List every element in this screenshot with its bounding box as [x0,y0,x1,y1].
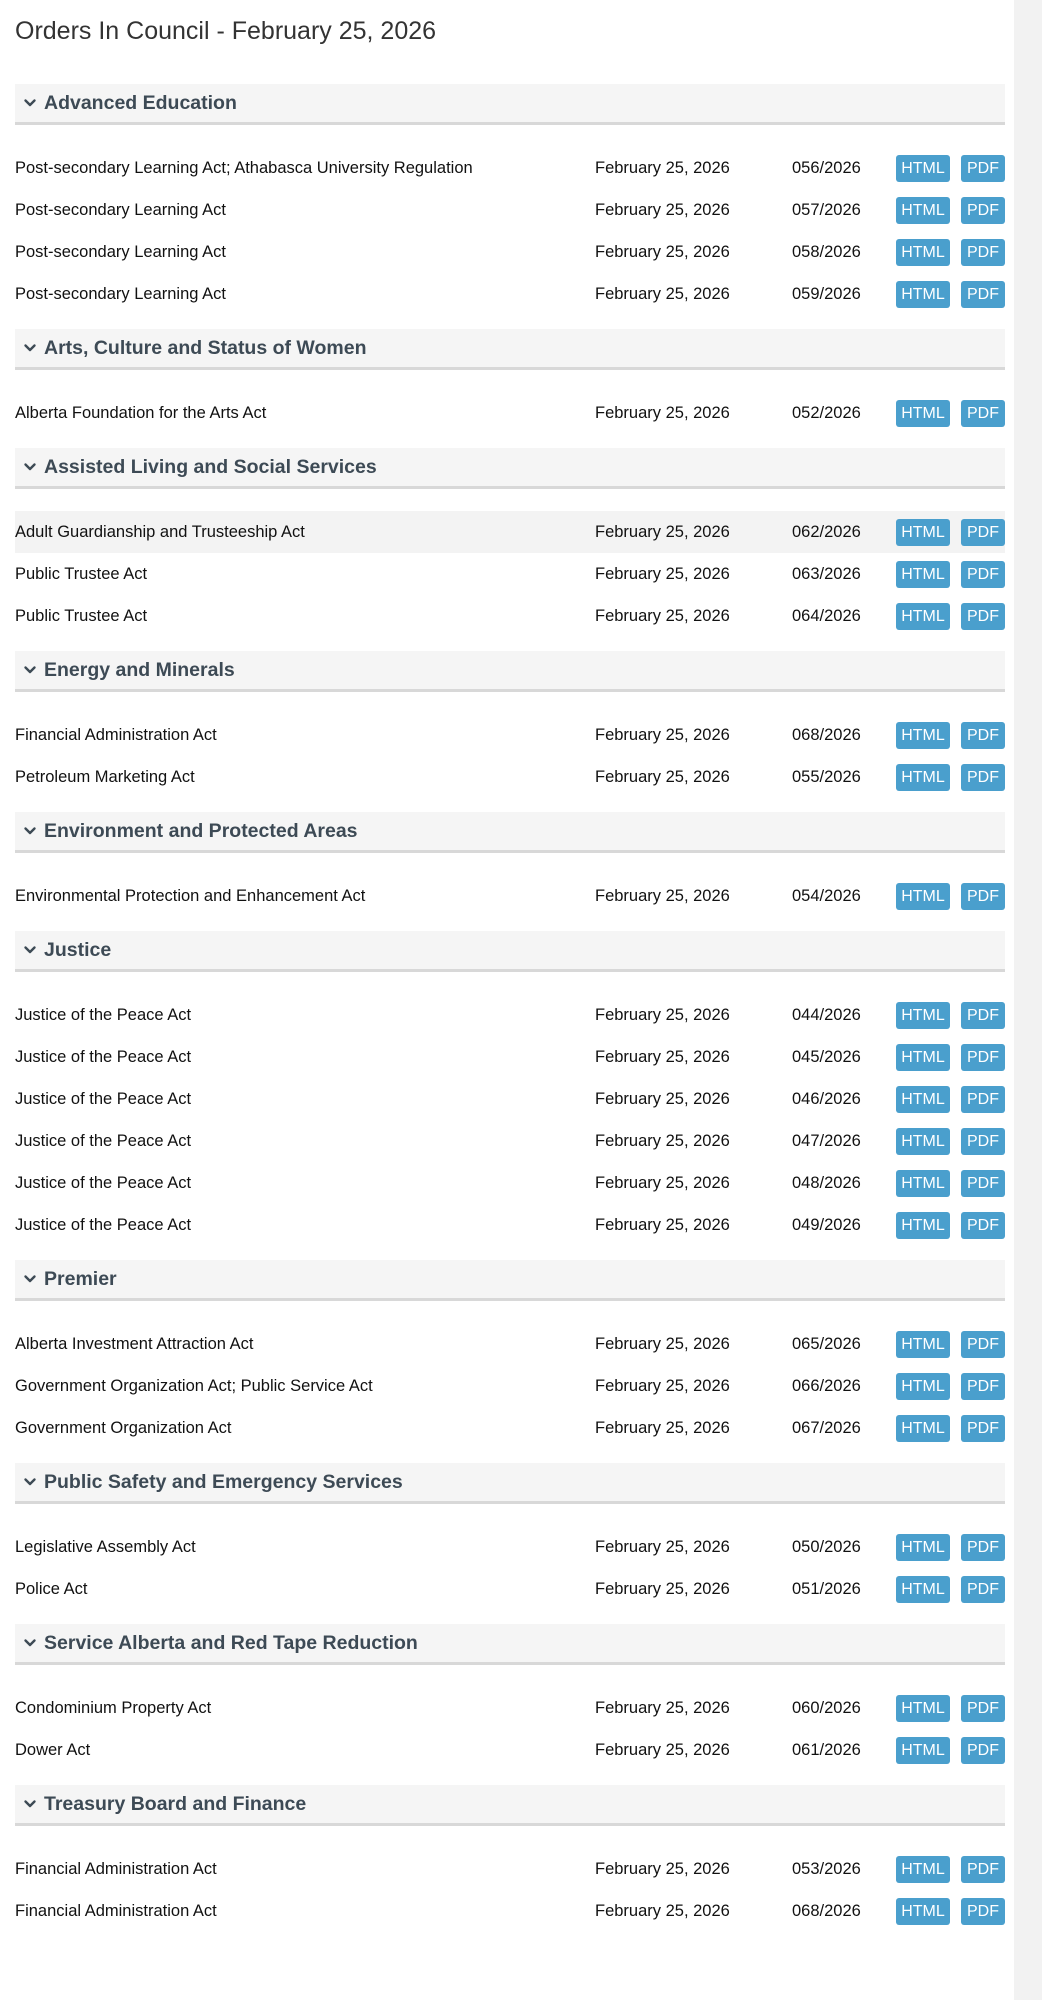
order-date: February 25, 2026 [595,522,730,541]
order-row [15,595,1005,637]
html-link-button[interactable]: HTML [896,603,950,630]
order-number: 068/2026 [792,725,861,744]
html-link-button[interactable]: HTML [896,1170,950,1197]
order-row [15,1407,1005,1449]
order-row [15,714,1005,756]
html-link-button[interactable]: HTML [896,1898,950,1925]
html-link-button[interactable]: HTML [896,722,950,749]
html-link-button[interactable]: HTML [896,1415,950,1442]
html-link-button[interactable]: HTML [896,764,950,791]
order-date: February 25, 2026 [595,284,730,303]
order-date: February 25, 2026 [595,403,730,422]
order-title: Justice of the Peace Act [15,1131,192,1150]
order-number: 066/2026 [792,1376,861,1395]
order-row [15,189,1005,231]
chevron-down-icon [23,824,37,838]
order-number: 044/2026 [792,1005,861,1024]
pdf-link-button[interactable]: PDF [961,1044,1005,1071]
chevron-down-icon [23,460,37,474]
section-header[interactable] [15,1624,1005,1665]
pdf-link-button[interactable]: PDF [961,155,1005,182]
order-date: February 25, 2026 [595,1740,730,1759]
order-row [15,553,1005,595]
order-row [15,1687,1005,1729]
order-date: February 25, 2026 [595,1005,730,1024]
order-row [15,273,1005,315]
order-rows [15,370,1005,434]
order-rows [15,1665,1005,1771]
chevron-down-icon [23,943,37,957]
pdf-link-button[interactable]: PDF [961,1415,1005,1442]
pdf-link-button[interactable]: PDF [961,561,1005,588]
html-link-button[interactable]: HTML [896,239,950,266]
html-link-button[interactable]: HTML [896,1212,950,1239]
section [15,329,1005,434]
order-number: 051/2026 [792,1579,861,1598]
chevron-down-icon [23,1272,37,1286]
order-date: February 25, 2026 [595,606,730,625]
section [15,1260,1005,1449]
pdf-link-button[interactable]: PDF [961,883,1005,910]
order-date: February 25, 2026 [595,1376,730,1395]
html-link-button[interactable]: HTML [896,1576,950,1603]
order-date: February 25, 2026 [595,725,730,744]
order-date: February 25, 2026 [595,1173,730,1192]
order-date: February 25, 2026 [595,242,730,261]
order-row [15,875,1005,917]
section-title: Advanced Education [44,91,237,114]
order-date: February 25, 2026 [595,1698,730,1717]
html-link-button[interactable]: HTML [896,519,950,546]
order-row [15,1848,1005,1890]
html-link-button[interactable]: HTML [896,155,950,182]
section-title: Service Alberta and Red Tape Reduction [44,1631,418,1654]
order-title: Post-secondary Learning Act; Athabasca University Regulation [15,158,473,177]
order-number: 054/2026 [792,886,861,905]
order-date: February 25, 2026 [595,1334,730,1353]
order-number: 059/2026 [792,284,861,303]
section-header[interactable] [15,812,1005,853]
order-title: Alberta Foundation for the Arts Act [15,403,267,422]
order-title: Police Act [15,1579,88,1598]
section [15,1624,1005,1771]
order-title: Condominium Property Act [15,1698,212,1717]
order-date: February 25, 2026 [595,1089,730,1108]
pdf-link-button[interactable]: PDF [961,197,1005,224]
order-date: February 25, 2026 [595,158,730,177]
order-row [15,1036,1005,1078]
scrollbar-track[interactable] [1014,0,1042,2000]
order-number: 047/2026 [792,1131,861,1150]
pdf-link-button[interactable]: PDF [961,764,1005,791]
order-title: Adult Guardianship and Trusteeship Act [15,522,305,541]
order-rows [15,125,1005,315]
section-title: Arts, Culture and Status of Women [44,336,367,359]
chevron-down-icon [23,1797,37,1811]
order-row [15,756,1005,798]
section [15,84,1005,315]
section [15,931,1005,1246]
order-row [15,1204,1005,1246]
section-header[interactable] [15,1785,1005,1826]
order-row [15,1365,1005,1407]
html-link-button[interactable]: HTML [896,1856,950,1883]
pdf-link-button[interactable]: PDF [961,603,1005,630]
order-title: Justice of the Peace Act [15,1005,192,1024]
chevron-down-icon [23,1636,37,1650]
order-number: 060/2026 [792,1698,861,1717]
pdf-link-button[interactable]: PDF [961,1331,1005,1358]
order-title: Post-secondary Learning Act [15,242,226,261]
order-rows [15,972,1005,1246]
pdf-link-button[interactable]: PDF [961,1002,1005,1029]
section [15,1463,1005,1610]
pdf-link-button[interactable]: PDF [961,1737,1005,1764]
order-row [15,994,1005,1036]
order-row [15,1568,1005,1610]
section-title: Environment and Protected Areas [44,819,358,842]
order-title: Government Organization Act [15,1418,232,1437]
order-row [15,1729,1005,1771]
order-row [15,231,1005,273]
order-rows [15,692,1005,798]
pdf-link-button[interactable]: PDF [961,1534,1005,1561]
order-number: 053/2026 [792,1859,861,1878]
order-title: Post-secondary Learning Act [15,284,226,303]
section-header[interactable] [15,329,1005,370]
order-date: February 25, 2026 [595,1901,730,1920]
order-title: Justice of the Peace Act [15,1047,192,1066]
order-title: Financial Administration Act [15,1901,217,1920]
section-title: Energy and Minerals [44,658,235,681]
order-rows [15,1504,1005,1610]
order-date: February 25, 2026 [595,1215,730,1234]
order-number: 068/2026 [792,1901,861,1920]
order-date: February 25, 2026 [595,1047,730,1066]
order-row [15,1162,1005,1204]
order-date: February 25, 2026 [595,1537,730,1556]
order-number: 048/2026 [792,1173,861,1192]
order-title: Legislative Assembly Act [15,1537,196,1556]
order-rows [15,489,1005,637]
html-link-button[interactable]: HTML [896,1086,950,1113]
html-link-button[interactable]: HTML [896,281,950,308]
order-row [15,1323,1005,1365]
order-number: 045/2026 [792,1047,861,1066]
chevron-down-icon [23,96,37,110]
html-link-button[interactable]: HTML [896,400,950,427]
order-title: Post-secondary Learning Act [15,200,226,219]
html-link-button[interactable]: HTML [896,1695,950,1722]
section-title: Justice [44,938,112,961]
order-number: 063/2026 [792,564,861,583]
html-link-button[interactable]: HTML [896,1044,950,1071]
chevron-down-icon [23,1475,37,1489]
order-rows [15,1826,1005,1932]
order-number: 050/2026 [792,1537,861,1556]
html-link-button[interactable]: HTML [896,1331,950,1358]
section-header[interactable] [15,84,1005,125]
section-title: Assisted Living and Social Services [44,455,377,478]
order-date: February 25, 2026 [595,1579,730,1598]
section-header[interactable] [15,448,1005,489]
orders-list [15,0,1005,1932]
html-link-button[interactable]: HTML [896,1002,950,1029]
pdf-link-button[interactable]: PDF [961,1212,1005,1239]
order-rows [15,1301,1005,1449]
order-number: 067/2026 [792,1418,861,1437]
order-date: February 25, 2026 [595,886,730,905]
section-header[interactable] [15,1463,1005,1504]
order-number: 055/2026 [792,767,861,786]
order-row [15,392,1005,434]
pdf-link-button[interactable]: PDF [961,1576,1005,1603]
section [15,651,1005,798]
pdf-link-button[interactable]: PDF [961,1086,1005,1113]
pdf-link-button[interactable]: PDF [961,281,1005,308]
order-title: Justice of the Peace Act [15,1173,192,1192]
order-number: 061/2026 [792,1740,861,1759]
section-header[interactable] [15,651,1005,692]
pdf-link-button[interactable]: PDF [961,519,1005,546]
order-date: February 25, 2026 [595,1418,730,1437]
order-title: Public Trustee Act [15,564,148,583]
order-row [15,1120,1005,1162]
order-title: Dower Act [15,1740,91,1759]
order-number: 049/2026 [792,1215,861,1234]
pdf-link-button[interactable]: PDF [961,1856,1005,1883]
section [15,448,1005,637]
order-row [15,511,1005,553]
order-title: Financial Administration Act [15,725,217,744]
section [15,1785,1005,1932]
page-title: Orders In Council - February 25, 2026 [15,17,437,45]
order-number: 056/2026 [792,158,861,177]
order-number: 062/2026 [792,522,861,541]
order-date: February 25, 2026 [595,767,730,786]
order-title: Justice of the Peace Act [15,1215,192,1234]
order-number: 058/2026 [792,242,861,261]
pdf-link-button[interactable]: PDF [961,1373,1005,1400]
html-link-button[interactable]: HTML [896,197,950,224]
section-header[interactable] [15,931,1005,972]
order-row [15,1078,1005,1120]
order-number: 046/2026 [792,1089,861,1108]
order-date: February 25, 2026 [595,1131,730,1150]
order-title: Government Organization Act; Public Service Act [15,1376,373,1395]
pdf-link-button[interactable]: PDF [961,722,1005,749]
order-number: 057/2026 [792,200,861,219]
pdf-link-button[interactable]: PDF [961,239,1005,266]
pdf-link-button[interactable]: PDF [961,1128,1005,1155]
html-link-button[interactable]: HTML [896,561,950,588]
chevron-down-icon [23,663,37,677]
order-title: Public Trustee Act [15,606,148,625]
html-link-button[interactable]: HTML [896,883,950,910]
order-title: Justice of the Peace Act [15,1089,192,1108]
order-row [15,1890,1005,1932]
section-title: Public Safety and Emergency Services [44,1470,403,1493]
order-title: Alberta Investment Attraction Act [15,1334,254,1353]
html-link-button[interactable]: HTML [896,1373,950,1400]
order-number: 052/2026 [792,403,861,422]
order-rows [15,853,1005,917]
section-title: Treasury Board and Finance [44,1792,307,1815]
order-number: 065/2026 [792,1334,861,1353]
order-row [15,1526,1005,1568]
html-link-button[interactable]: HTML [896,1534,950,1561]
order-title: Environmental Protection and Enhancement Act [15,886,366,905]
pdf-link-button[interactable]: PDF [961,1898,1005,1925]
pdf-link-button[interactable]: PDF [961,1695,1005,1722]
order-date: February 25, 2026 [595,200,730,219]
chevron-down-icon [23,341,37,355]
pdf-link-button[interactable]: PDF [961,1170,1005,1197]
order-title: Petroleum Marketing Act [15,767,195,786]
section-title: Premier [44,1267,117,1290]
order-title: Financial Administration Act [15,1859,217,1878]
pdf-link-button[interactable]: PDF [961,400,1005,427]
order-number: 064/2026 [792,606,861,625]
order-row [15,147,1005,189]
section [15,812,1005,917]
html-link-button[interactable]: HTML [896,1128,950,1155]
section-header[interactable] [15,1260,1005,1301]
html-link-button[interactable]: HTML [896,1737,950,1764]
order-date: February 25, 2026 [595,1859,730,1878]
order-date: February 25, 2026 [595,564,730,583]
